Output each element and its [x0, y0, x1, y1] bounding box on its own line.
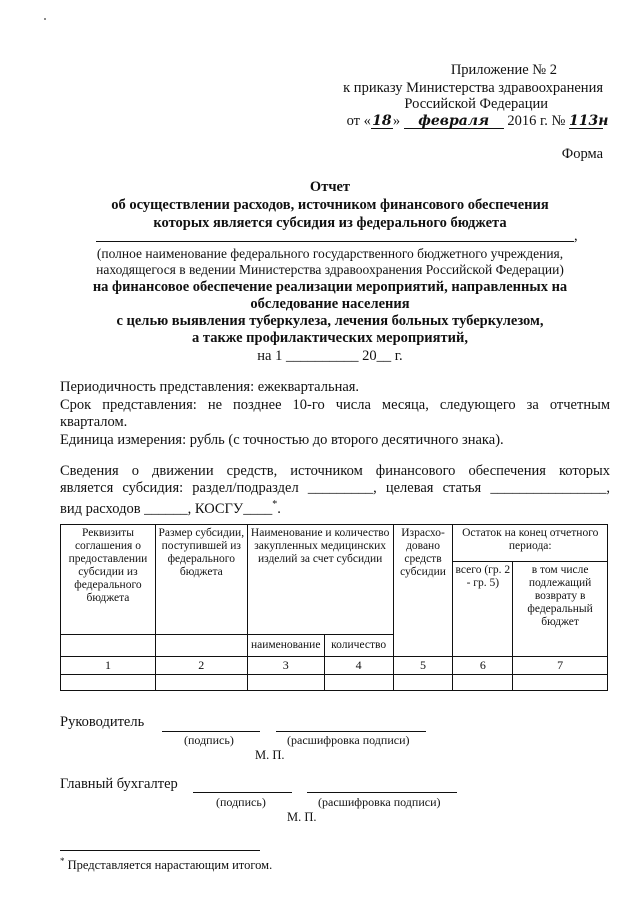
movement-text-1: Сведения о движении средств, источником финансового обеспечения которых [60, 463, 610, 479]
footnote-text: Представляется нарастающим итогом. [67, 858, 273, 873]
order-number: 113н [569, 113, 609, 129]
header-empty-2 [155, 635, 247, 657]
appendix-date-line [346, 113, 609, 130]
purpose-line-4: а также профилактических мероприятий, [192, 330, 468, 346]
purpose-line-1: на финансовое обеспечение реализации мероприятий, направленных на [92, 279, 568, 295]
head-stamp-place: М. П. [255, 748, 285, 762]
scan-speck [44, 18, 46, 20]
header-spent-funds: Израсхо-довано средств субсидии [393, 525, 453, 657]
date-mid: » [392, 113, 401, 129]
report-subtitle-2: которых является субсидия из федерального бюджета [153, 215, 507, 231]
header-balance-refund: в том числе подлежащий возврату в федеральный бюджет [513, 562, 608, 657]
date-year: 2016 г. № [507, 113, 566, 129]
date-prefix: от « [346, 113, 371, 129]
header-purchased-items: Наименование и количество закупленных медицинских изделий за счет субсидии [247, 525, 393, 635]
footnote [60, 856, 272, 873]
movement-text-3 [60, 496, 610, 518]
appendix-order-line: к приказу Министерства здравоохранения [343, 80, 603, 96]
movement-text-3-end: . [277, 500, 281, 517]
appendix-ministry: Российской Федерации [404, 96, 548, 112]
head-label: Руководитель [60, 714, 145, 730]
column-number-4: 4 [324, 657, 393, 675]
institution-comma: , [574, 228, 578, 244]
accountant-signature-field[interactable] [193, 792, 292, 793]
header-item-name: наименование [247, 635, 324, 657]
accountant-name-caption: (расшифровка подписи) [318, 795, 441, 809]
purpose-line-3: с целью выявления туберкулеза, лечения больных туберкулезом, [116, 313, 544, 329]
footnote-divider [60, 850, 260, 851]
report-date-line: на 1 __________ 20__ г. [257, 348, 403, 364]
column-number-7: 7 [513, 657, 608, 675]
purpose-line-2: обследование населения [250, 296, 410, 312]
accountant-signature-caption: (подпись) [216, 795, 266, 809]
header-subsidy-amount: Размер субсидии, поступившей из федерального бюджета [155, 525, 247, 635]
deadline-text-1: Срок представления: не позднее 10-го числа месяца, следующего за отчетным [60, 397, 610, 413]
movement-text-2: является субсидия: раздел/подраздел _________, целевая статья ________________, [60, 480, 610, 496]
institution-hint-1: (полное наименование федерального государственного бюджетного учреждения, [96, 246, 564, 261]
accountant-stamp-place: М. П. [287, 810, 317, 824]
deadline-text-2: кварталом. [60, 414, 128, 430]
date-month: февраля [404, 114, 504, 129]
header-empty-1 [61, 635, 156, 657]
appendix-title: Приложение № 2 [450, 62, 557, 78]
table-row [61, 675, 608, 691]
head-signature-field[interactable] [162, 731, 260, 732]
column-number-2: 2 [155, 657, 247, 675]
accountant-name-field[interactable] [307, 792, 457, 793]
movement-text-3-main: вид расходов ______, КОСГУ____ [60, 500, 273, 517]
unit-text: Единица измерения: рубль (с точностью до второго десятичного знака). [60, 432, 504, 448]
form-label: Форма [561, 146, 603, 162]
header-balance-total: всего (гр. 2 - гр. 5) [453, 562, 513, 657]
footnote-mark: * [60, 856, 65, 866]
date-day: 18 [372, 113, 392, 129]
head-name-caption: (расшифровка подписи) [287, 733, 410, 747]
report-subtitle-1: об осуществлении расходов, источником финансового обеспечения [111, 197, 549, 213]
column-number-3: 3 [247, 657, 324, 675]
header-balance: Остаток на конец отчетного периода: [453, 525, 608, 562]
periodicity-text: Периодичность представления: ежеквартальная. [60, 379, 360, 395]
table-row-numbers [61, 657, 608, 675]
header-item-quantity: количество [324, 635, 393, 657]
head-name-field[interactable] [276, 731, 426, 732]
report-title: Отчет [309, 179, 351, 195]
header-agreement-details: Реквизиты соглашения о предоставлении субсидии из федерального бюджета [61, 525, 156, 635]
institution-name-line [96, 241, 574, 242]
accountant-label: Главный бухгалтер [60, 776, 178, 792]
report-table [60, 524, 608, 691]
institution-hint-2: находящегося в ведении Министерства здравоохранения Российской Федерации) [96, 262, 564, 277]
column-number-1: 1 [61, 657, 156, 675]
column-number-6: 6 [453, 657, 513, 675]
movement-footnote-mark: * [272, 499, 278, 510]
head-signature-caption: (подпись) [184, 733, 234, 747]
column-number-5: 5 [393, 657, 453, 675]
